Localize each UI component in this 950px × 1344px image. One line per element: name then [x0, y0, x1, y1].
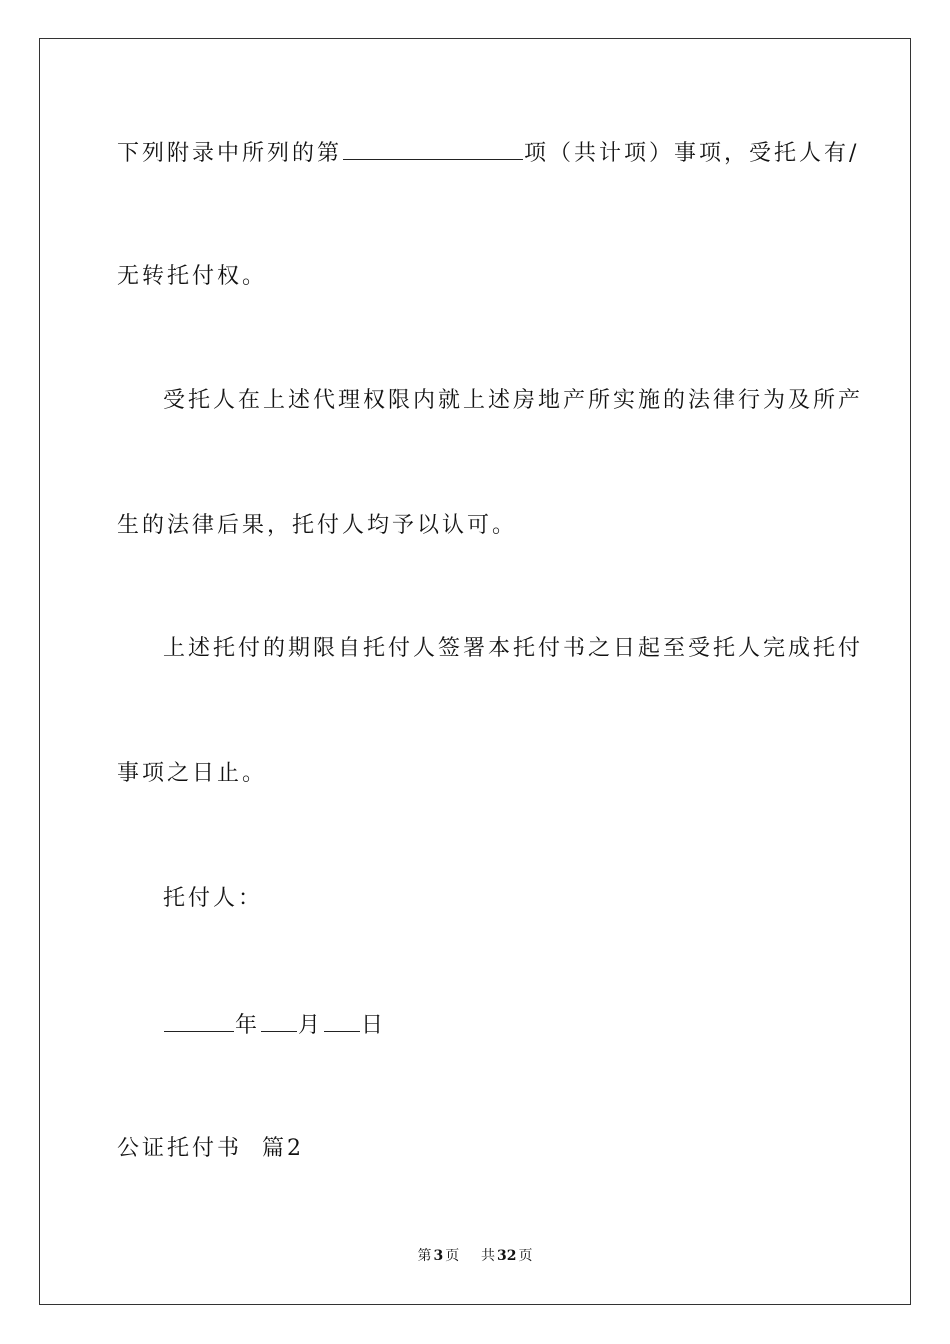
year-blank [164, 1009, 234, 1032]
section-heading: 公证托付书 篇2 [117, 1136, 304, 1161]
month-blank [261, 1009, 297, 1032]
date-line [163, 1009, 386, 1041]
footer-page-number: 3 [433, 1248, 444, 1264]
item-number-blank [343, 137, 523, 160]
month-label: 月 [298, 1013, 324, 1038]
page-footer [0, 1246, 950, 1266]
paragraph-1-line-2: 无转托付权。 [117, 264, 268, 289]
page-border [39, 38, 911, 1305]
footer-page-suffix: 页 [445, 1248, 460, 1264]
paragraph-3-line-2: 事项之日止。 [117, 761, 268, 786]
footer-total-number: 32 [497, 1248, 517, 1264]
year-label: 年 [235, 1013, 261, 1038]
paragraph-3-line-1: 上述托付的期限自托付人签署本托付书之日起至受托人完成托付 [163, 636, 864, 661]
signature-label: 托付人： [163, 886, 264, 911]
footer-page-prefix: 第 [417, 1248, 432, 1264]
paragraph-2-line-2: 生的法律后果，托付人均予以认可。 [117, 513, 518, 538]
day-label: 日 [361, 1013, 387, 1038]
footer-total-prefix: 共 [481, 1248, 496, 1264]
day-blank [324, 1009, 360, 1032]
paragraph-1-text-before-blank: 下列附录中所列的第 [117, 141, 343, 166]
paragraph-1-line-1 [117, 137, 859, 169]
paragraph-2-line-1: 受托人在上述代理权限内就上述房地产所实施的法律行为及所产 [163, 388, 864, 413]
footer-total-suffix: 页 [518, 1248, 533, 1264]
paragraph-1-text-after-blank: 项（共计项）事项，受托人有/ [524, 141, 860, 166]
